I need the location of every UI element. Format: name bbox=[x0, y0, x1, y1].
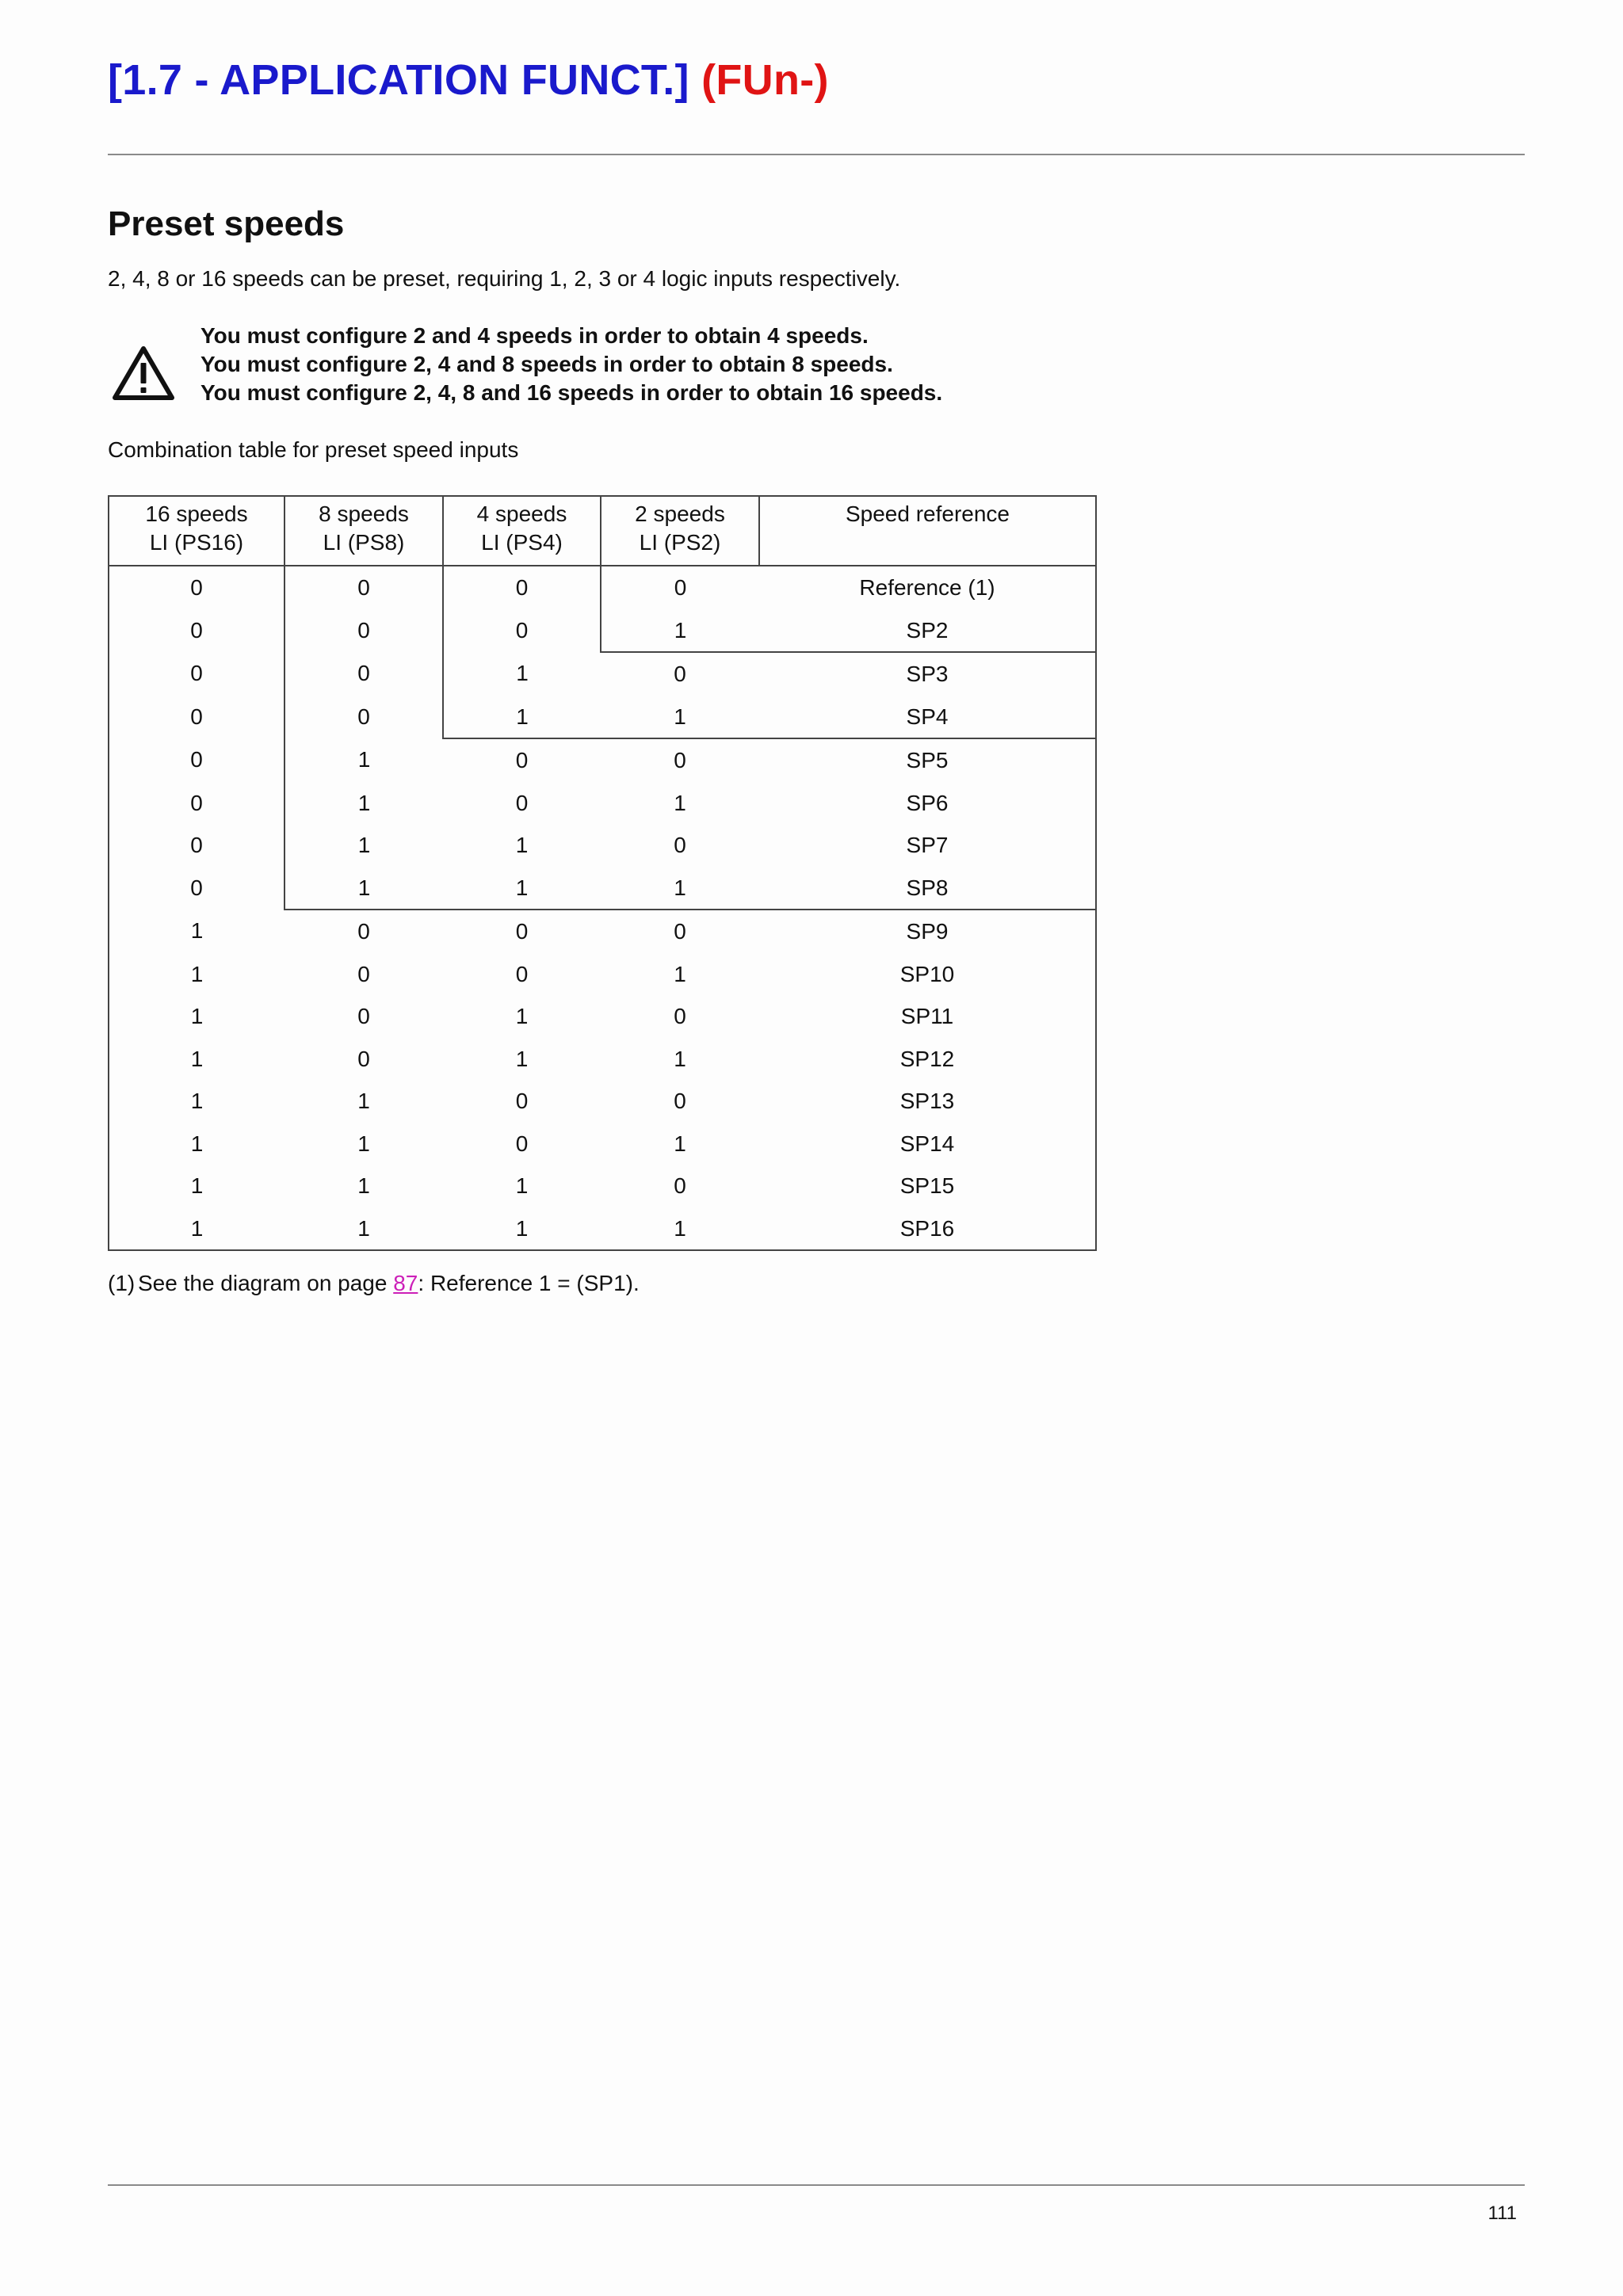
table-cell: 0 bbox=[674, 1004, 686, 1028]
column-header-line: 8 speeds bbox=[319, 502, 409, 526]
column-header-line: LI (PS2) bbox=[639, 530, 721, 555]
table-cell: SP8 bbox=[759, 867, 1096, 910]
warning-line: You must configure 2 and 4 speeds in order to obtain 4 speeds. bbox=[200, 323, 869, 348]
table-cell: 1 bbox=[109, 953, 285, 996]
table-cell: 1 bbox=[443, 696, 601, 739]
table-row bbox=[109, 910, 1096, 953]
table-cell: 0 bbox=[357, 919, 370, 944]
table-cell: 1 bbox=[109, 1165, 285, 1207]
table-cell: 1 bbox=[285, 824, 443, 867]
table-cell: SP14 bbox=[759, 1123, 1096, 1165]
table-cell: 1 bbox=[674, 1046, 686, 1071]
column-header-line: 2 speeds bbox=[635, 502, 725, 526]
table-row bbox=[109, 696, 1096, 739]
table-cell: 1 bbox=[109, 1207, 285, 1251]
table-cell: 0 bbox=[515, 1131, 529, 1156]
table-cell: 1 bbox=[674, 961, 686, 986]
table-row bbox=[109, 867, 1096, 910]
preset-speed-table bbox=[108, 495, 1097, 1251]
table-cell: SP9 bbox=[759, 910, 1096, 953]
table-cell: 0 bbox=[109, 566, 285, 609]
table-cell: 0 bbox=[109, 782, 285, 825]
table-cell: 1 bbox=[109, 1038, 285, 1081]
page-title-code: (FUn-) bbox=[701, 56, 829, 104]
table-cell: 1 bbox=[674, 1131, 686, 1156]
table-cell: 1 bbox=[515, 1173, 529, 1198]
table-row bbox=[109, 1123, 1096, 1165]
table-cell: 1 bbox=[109, 910, 285, 953]
table-cell: 0 bbox=[674, 1089, 686, 1113]
table-cell: 0 bbox=[357, 1004, 370, 1028]
footnote-text-after: : Reference 1 = (SP1). bbox=[418, 1271, 640, 1295]
table-cell: 0 bbox=[674, 1173, 686, 1198]
table-row bbox=[109, 609, 1096, 653]
table-row bbox=[109, 1080, 1096, 1123]
table-cell: 0 bbox=[515, 1089, 529, 1113]
warning-line: You must configure 2, 4 and 8 speeds in order to obtain 8 speeds. bbox=[200, 352, 893, 376]
warning-text bbox=[200, 322, 942, 407]
footnote bbox=[108, 1271, 640, 1296]
table-cell: 1 bbox=[601, 867, 759, 910]
table-cell: SP12 bbox=[759, 1038, 1096, 1081]
table-cell: 0 bbox=[674, 833, 686, 857]
column-header-line: LI (PS4) bbox=[481, 530, 563, 555]
table-row bbox=[109, 1207, 1096, 1251]
table-row bbox=[109, 652, 1096, 696]
table-cell: 1 bbox=[601, 1207, 759, 1251]
table-cell: SP11 bbox=[759, 995, 1096, 1038]
table-row bbox=[109, 824, 1096, 867]
table-cell: 1 bbox=[109, 1123, 285, 1165]
table-cell: 0 bbox=[443, 566, 601, 609]
table-cell: 0 bbox=[674, 748, 686, 772]
warning-triangle-icon bbox=[113, 345, 174, 401]
table-cell: SP15 bbox=[759, 1165, 1096, 1207]
column-header bbox=[285, 496, 443, 566]
table-row bbox=[109, 738, 1096, 782]
table-cell: 1 bbox=[357, 1131, 370, 1156]
footnote-mark: (1) bbox=[108, 1271, 136, 1295]
page-title-main: [1.7 - APPLICATION FUNCT.] bbox=[108, 56, 689, 104]
warning-line: You must configure 2, 4, 8 and 16 speeds in order to obtain 16 speeds. bbox=[200, 380, 943, 405]
table-cell: 0 bbox=[357, 1046, 370, 1071]
table-cell: 1 bbox=[674, 790, 686, 815]
table-cell: 1 bbox=[109, 995, 285, 1038]
table-cell: 1 bbox=[109, 1080, 285, 1123]
footnote-text: See the diagram on page bbox=[138, 1271, 394, 1295]
header-divider bbox=[108, 154, 1525, 155]
column-header-line: 4 speeds bbox=[476, 502, 567, 526]
intro-paragraph: 2, 4, 8 or 16 speeds can be preset, requiring 1, 2, 3 or 4 logic inputs respectively. bbox=[108, 266, 901, 291]
table-cell: 0 bbox=[443, 609, 601, 653]
table-cell: 0 bbox=[109, 867, 285, 910]
table-row bbox=[109, 782, 1096, 825]
table-cell: 0 bbox=[674, 919, 686, 944]
table-cell: 1 bbox=[601, 609, 759, 653]
table-cell: 1 bbox=[601, 696, 759, 739]
table-cell: 1 bbox=[357, 1089, 370, 1113]
table-cell: 1 bbox=[443, 1207, 601, 1251]
table-cell: 1 bbox=[515, 1046, 529, 1071]
table-row bbox=[109, 1165, 1096, 1207]
table-caption: Combination table for preset speed inputs bbox=[108, 437, 519, 462]
table-cell: 1 bbox=[515, 1004, 529, 1028]
table-cell: 1 bbox=[443, 652, 601, 696]
table-cell: 0 bbox=[515, 790, 529, 815]
table-cell: 0 bbox=[285, 566, 443, 609]
table-cell: 0 bbox=[601, 566, 759, 609]
table-cell: SP16 bbox=[759, 1207, 1096, 1251]
column-header bbox=[759, 496, 1096, 566]
table-cell: 1 bbox=[285, 867, 443, 910]
page-title bbox=[108, 55, 829, 105]
table-cell: 0 bbox=[515, 919, 529, 944]
table-cell: SP7 bbox=[759, 824, 1096, 867]
table-cell: SP5 bbox=[759, 738, 1096, 782]
table-row bbox=[109, 995, 1096, 1038]
table-cell: SP13 bbox=[759, 1080, 1096, 1123]
table-cell: 1 bbox=[357, 1173, 370, 1198]
table-cell: 0 bbox=[109, 609, 285, 653]
table-row bbox=[109, 1038, 1096, 1081]
table-cell: 0 bbox=[285, 696, 443, 739]
table-cell: Reference (1) bbox=[759, 566, 1096, 609]
table-cell: 1 bbox=[285, 738, 443, 782]
column-header-line: LI (PS16) bbox=[149, 530, 244, 555]
table-cell: 0 bbox=[357, 961, 370, 986]
table-cell: 0 bbox=[285, 652, 443, 696]
table-cell: 0 bbox=[285, 609, 443, 653]
page-87-link[interactable]: 87 bbox=[393, 1271, 418, 1295]
column-header-line: Speed reference bbox=[845, 502, 1010, 526]
column-header bbox=[601, 496, 759, 566]
table-row bbox=[109, 566, 1096, 609]
table-cell: 0 bbox=[674, 662, 686, 686]
table-cell: 0 bbox=[109, 696, 285, 739]
column-header bbox=[109, 496, 285, 566]
table-cell: SP3 bbox=[759, 652, 1096, 696]
footer-divider bbox=[108, 2184, 1525, 2186]
table-cell: 0 bbox=[515, 961, 529, 986]
table-row bbox=[109, 953, 1096, 996]
table-cell: 1 bbox=[285, 1207, 443, 1251]
page-number: 111 bbox=[1487, 2203, 1517, 2224]
table-cell: 0 bbox=[515, 748, 529, 772]
column-header bbox=[443, 496, 601, 566]
table-cell: 0 bbox=[109, 652, 285, 696]
column-header-line: LI (PS8) bbox=[323, 530, 405, 555]
table-header-row bbox=[109, 496, 1096, 566]
table-cell: 1 bbox=[515, 833, 529, 857]
section-heading: Preset speeds bbox=[108, 204, 345, 243]
table-cell: SP2 bbox=[759, 609, 1096, 653]
table-cell: 0 bbox=[109, 824, 285, 867]
table-cell: SP10 bbox=[759, 953, 1096, 996]
table-cell: 1 bbox=[443, 867, 601, 910]
table-cell: SP4 bbox=[759, 696, 1096, 739]
table-cell: 1 bbox=[285, 782, 443, 825]
table-cell: SP6 bbox=[759, 782, 1096, 825]
table-cell: 0 bbox=[109, 738, 285, 782]
column-header-line: 16 speeds bbox=[145, 502, 248, 526]
